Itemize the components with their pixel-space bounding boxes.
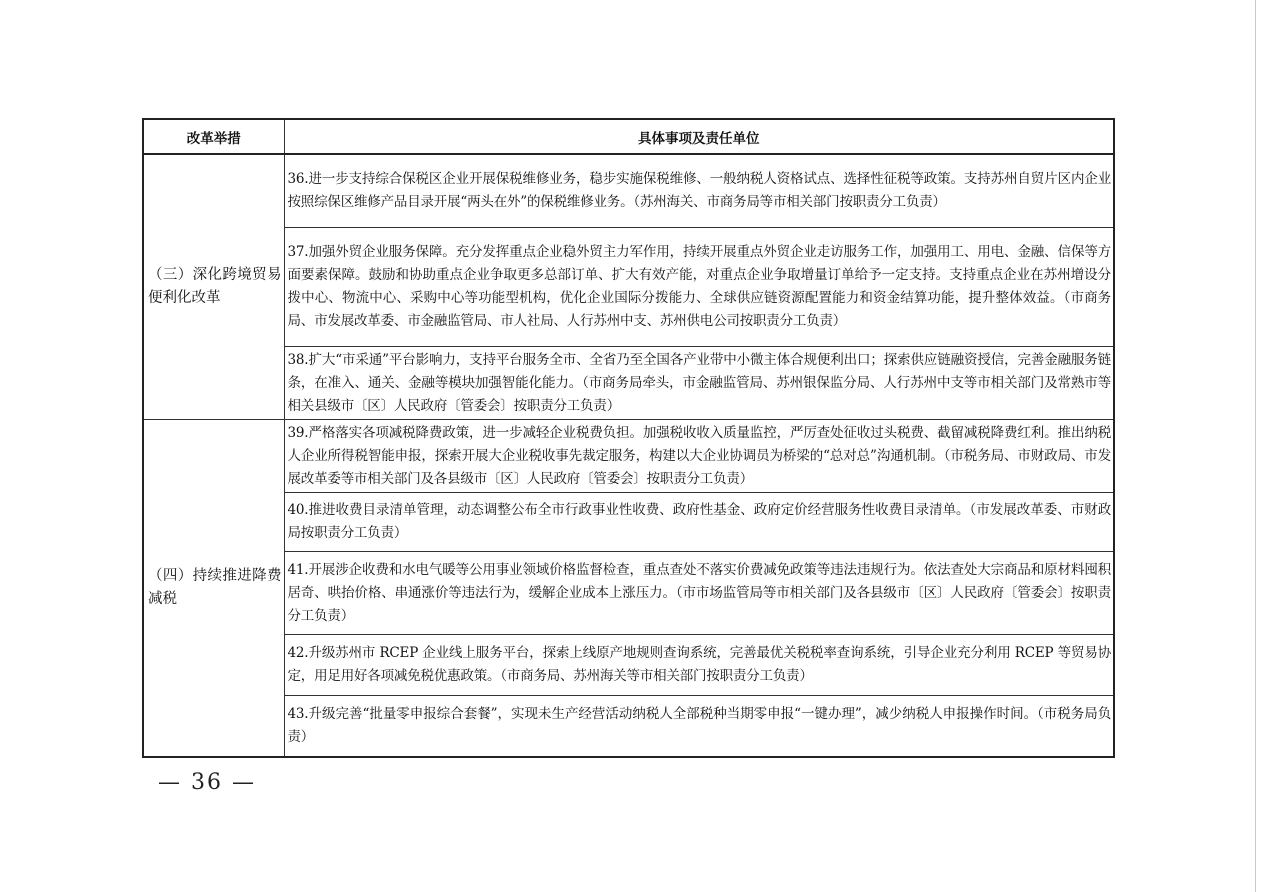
header-reform-measure: 改革举措 (143, 119, 284, 154)
page-edge-line (1255, 0, 1256, 892)
table-row (143, 420, 1114, 493)
header-specific-items: 具体事项及责任单位 (284, 119, 1114, 154)
item-37: 37.加强外贸企业服务保障。充分发挥重点企业稳外贸主力军作用，持续开展重点外贸企业走访服务工作，加强用工、用电、金融、信保等方面要素保障。鼓励和协助重点企业争取更多总部订单、扩大有效产能，对重点企业争取增量订单给予一定支持。支持重点企业在苏州增设分拨中心、物流中心、采购中心等功能型机构，优化企业国际分拨能力、全球供应链资源配置能力和资金结算功能，提升整体效益。（市商务局、市发展改革委、市金融监管局、市人社局、人行苏州中支、苏州供电公司按职责分工负责） (284, 228, 1114, 347)
table-row (143, 154, 1114, 228)
category-cell-fee-tax-reduction: （四）持续推进降费减税 (143, 420, 284, 758)
table-row (143, 635, 1114, 696)
item-38: 38.扩大“市采通”平台影响力，支持平台服务全市、全省乃至全国各产业带中小微主体合规便利出口；探索供应链融资授信，完善金融服务链条，在准入、通关、金融等模块加强智能化能力。（市商务局牵头，市金融监管局、苏州银保监分局、人行苏州中支等市相关部门及常熟市等相关县级市〔区〕人民政府〔管委会〕按职责分工负责） (284, 347, 1114, 420)
table-row (143, 228, 1114, 347)
page-number: — 36 — (158, 770, 256, 795)
item-39: 39.严格落实各项减税降费政策，进一步减轻企业税费负担。加强税收收入质量监控，严厉查处征收过头税费、截留减税降费红利。推出纳税人企业所得税智能申报，探索开展大企业税收事先裁定服务，构建以大企业协调员为桥梁的“总对总”沟通机制。（市税务局、市财政局、市发展改革委等市相关部门及各县级市〔区〕人民政府〔管委会〕按职责分工负责） (284, 420, 1114, 493)
table-row (143, 493, 1114, 552)
item-42: 42.升级苏州市 RCEP 企业线上服务平台，探索上线原产地规则查询系统，完善最优关税税率查询系统，引导企业充分利用 RCEP 等贸易协定，用足用好各项减免税优惠政策。（市商务局、苏州海关等市相关部门按职责分工负责） (284, 635, 1114, 696)
table-row (143, 552, 1114, 635)
item-41: 41.开展涉企收费和水电气暖等公用事业领域价格监督检查，重点查处不落实价费减免政策等违法违规行为。依法查处大宗商品和原材料囤积居奇、哄抬价格、串通涨价等违法行为，缓解企业成本上涨压力。（市市场监管局等市相关部门及各县级市〔区〕人民政府〔管委会〕按职责分工负责） (284, 552, 1114, 635)
item-43: 43.升级完善“批量零申报综合套餐”，实现未生产经营活动纳税人全部税种当期零申报“一键办理”，减少纳税人申报操作时间。（市税务局负责） (284, 696, 1114, 758)
category-cell-trade-facilitation: （三）深化跨境贸易便利化改革 (143, 154, 284, 420)
item-36: 36.进一步支持综合保税区企业开展保税维修业务，稳步实施保税维修、一般纳税人资格试点、选择性征税等政策。支持苏州自贸片区内企业按照综保区维修产品目录开展“两头在外”的保税维修业务。（苏州海关、市商务局等市相关部门按职责分工负责） (284, 154, 1114, 228)
table-header-row (143, 119, 1114, 154)
reform-measures-table (142, 118, 1115, 758)
table-row (143, 347, 1114, 420)
table-row (143, 696, 1114, 758)
item-40: 40.推进收费目录清单管理，动态调整公布全市行政事业性收费、政府性基金、政府定价经营服务性收费目录清单。（市发展改革委、市财政局按职责分工负责） (284, 493, 1114, 552)
